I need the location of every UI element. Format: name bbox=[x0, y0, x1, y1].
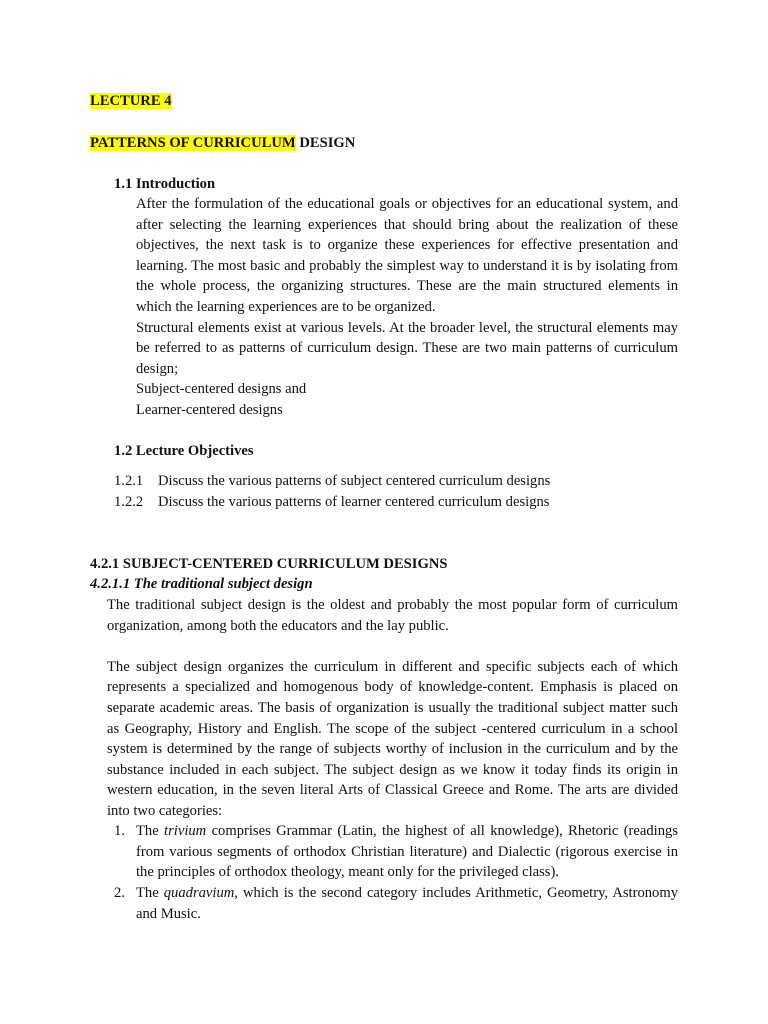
section-paragraph-1: The traditional subject design is the oldest and probably the most popular form of curriculum organization, among both the educators and the lay public. bbox=[107, 597, 678, 634]
list-text bbox=[136, 821, 678, 883]
intro-heading: 1.1 Introduction bbox=[114, 176, 216, 192]
objective-number: 1.2.2 bbox=[114, 494, 144, 510]
list-text-post: comprises Grammar (Latin, the highest of all knowledge), Rhetoric (readings from various segments of orthodox Christian literature) and Dialectic (rigorous exercise in the principles of orthodox theology, meant only for the privileged class). bbox=[136, 823, 678, 881]
lecture-title-highlight: LECTURE 4 bbox=[90, 93, 172, 109]
lecture-title bbox=[90, 91, 172, 112]
objective-text: Discuss the various patterns of subject centered curriculum designs bbox=[158, 473, 551, 489]
intro-item-1: Subject-centered designs and bbox=[136, 381, 307, 398]
list-term: quadravium, bbox=[163, 885, 238, 901]
intro-paragraph-1: After the formulation of the educational goals or objectives for an educational system, and after selecting the learning experiences that should bring about the realization of these objectives, the next task is to organize these experiences for effective presentation and learning. The most basic and probably the simplest way to understand it is by isolating from the whole process, the organizing structures. These are the main structured elements in which the learning experiences are to be organized. bbox=[136, 196, 678, 315]
page-title-rest: DESIGN bbox=[295, 135, 356, 151]
objective-number: 1.2.1 bbox=[114, 473, 144, 489]
list-number: 1. bbox=[114, 823, 125, 839]
list-text-post: which is the second category includes Arithmetic, Geometry, Astronomy and Music. bbox=[136, 885, 678, 922]
list-item bbox=[114, 883, 678, 924]
intro-body bbox=[136, 194, 678, 421]
section-subheading: 4.2.1.1 The traditional subject design bbox=[90, 576, 313, 592]
list-text-pre: The bbox=[136, 823, 165, 839]
list-text bbox=[136, 883, 678, 924]
section-body bbox=[107, 595, 678, 822]
list-item bbox=[114, 821, 678, 883]
list-number: 2. bbox=[114, 885, 125, 901]
page-title bbox=[90, 133, 355, 154]
objective-item bbox=[114, 471, 550, 492]
section-heading: 4.2.1 SUBJECT-CENTERED CURRICULUM DESIGNS bbox=[90, 556, 448, 572]
list-term: trivium bbox=[164, 823, 207, 839]
objectives-heading: 1.2 Lecture Objectives bbox=[114, 443, 254, 459]
intro-paragraph-2: Structural elements exist at various levels. At the broader level, the structural elements may be referred to as patterns of curriculum design. These are two main patterns of curriculum design; bbox=[136, 319, 678, 377]
list-text-pre: The bbox=[136, 885, 164, 901]
intro-item-2: Learner-centered designs bbox=[136, 401, 283, 418]
page-title-highlight: PATTERNS OF CURRICULUM bbox=[90, 135, 296, 151]
objective-text: Discuss the various patterns of learner centered curriculum designs bbox=[158, 494, 550, 510]
paragraph-spacer bbox=[107, 636, 678, 657]
objective-item bbox=[114, 492, 549, 513]
section-paragraph-2: The subject design organizes the curriculum in different and specific subjects each of which represents a specialized and homogenous body of knowledge-content. Emphasis is placed on separate academic areas. The basis of organization is usually the traditional subject matter such as Geography, History and English. The scope of the subject -centered curriculum in a school system is determined by the range of subjects worthy of inclusion in the curriculum and by the substance included in each subject. The subject design as we know it today finds its origin in western education, in the seven literal Arts of Classical Greece and Rome. The arts are divided into two categories: bbox=[107, 658, 678, 819]
